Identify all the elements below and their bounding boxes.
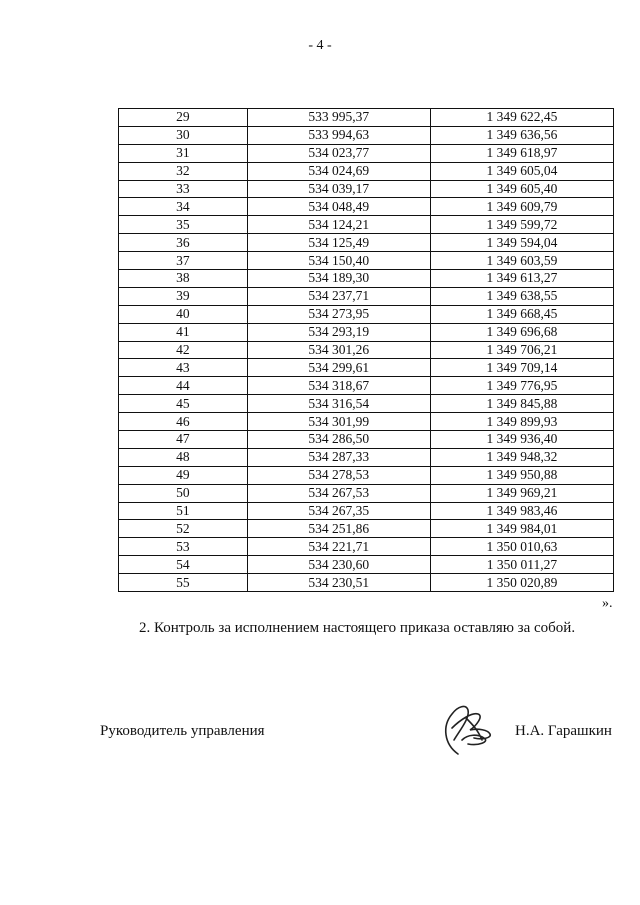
x-coordinate-cell: 534 293,19	[247, 323, 430, 341]
y-coordinate-cell: 1 349 706,21	[430, 341, 613, 359]
x-coordinate-cell: 534 124,21	[247, 216, 430, 234]
y-coordinate-cell: 1 349 668,45	[430, 305, 613, 323]
table-row	[119, 323, 614, 341]
coordinates-table	[118, 108, 614, 592]
table-row	[119, 234, 614, 252]
point-number-cell: 52	[119, 520, 248, 538]
x-coordinate-cell: 534 267,53	[247, 484, 430, 502]
y-coordinate-cell: 1 349 696,68	[430, 323, 613, 341]
x-coordinate-cell: 534 023,77	[247, 144, 430, 162]
point-number-cell: 43	[119, 359, 248, 377]
x-coordinate-cell: 534 287,33	[247, 448, 430, 466]
y-coordinate-cell: 1 349 636,56	[430, 126, 613, 144]
table-row	[119, 431, 614, 449]
x-coordinate-cell: 534 316,54	[247, 395, 430, 413]
table-row	[119, 216, 614, 234]
table-row	[119, 448, 614, 466]
x-coordinate-cell: 534 230,60	[247, 556, 430, 574]
x-coordinate-cell: 534 286,50	[247, 431, 430, 449]
table-row	[119, 395, 614, 413]
point-number-cell: 34	[119, 198, 248, 216]
y-coordinate-cell: 1 349 605,40	[430, 180, 613, 198]
x-coordinate-cell: 534 237,71	[247, 287, 430, 305]
table-row	[119, 538, 614, 556]
x-coordinate-cell: 534 301,26	[247, 341, 430, 359]
x-coordinate-cell: 534 039,17	[247, 180, 430, 198]
closing-quote: ».	[602, 596, 613, 611]
y-coordinate-cell: 1 349 609,79	[430, 198, 613, 216]
point-number-cell: 55	[119, 574, 248, 592]
point-number-cell: 45	[119, 395, 248, 413]
x-coordinate-cell: 534 150,40	[247, 252, 430, 270]
table-row	[119, 252, 614, 270]
table-row	[119, 287, 614, 305]
y-coordinate-cell: 1 349 950,88	[430, 466, 613, 484]
table-row	[119, 359, 614, 377]
point-number-cell: 49	[119, 466, 248, 484]
table-row	[119, 109, 614, 127]
y-coordinate-cell: 1 349 936,40	[430, 431, 613, 449]
signer-name: Н.А. Гарашкин	[515, 723, 612, 739]
table-row	[119, 162, 614, 180]
point-number-cell: 53	[119, 538, 248, 556]
table-row	[119, 305, 614, 323]
y-coordinate-cell: 1 349 776,95	[430, 377, 613, 395]
table-row	[119, 556, 614, 574]
point-number-cell: 48	[119, 448, 248, 466]
y-coordinate-cell: 1 349 613,27	[430, 270, 613, 288]
point-number-cell: 35	[119, 216, 248, 234]
table-row	[119, 144, 614, 162]
point-number-cell: 46	[119, 413, 248, 431]
x-coordinate-cell: 534 221,71	[247, 538, 430, 556]
y-coordinate-cell: 1 349 605,04	[430, 162, 613, 180]
x-coordinate-cell: 534 125,49	[247, 234, 430, 252]
y-coordinate-cell: 1 349 599,72	[430, 216, 613, 234]
x-coordinate-cell: 534 251,86	[247, 520, 430, 538]
x-coordinate-cell: 534 024,69	[247, 162, 430, 180]
clause-text: 2. Контроль за исполнением настоящего приказа оставляю за собой.	[139, 620, 576, 636]
point-number-cell: 33	[119, 180, 248, 198]
y-coordinate-cell: 1 350 011,27	[430, 556, 613, 574]
x-coordinate-cell: 534 278,53	[247, 466, 430, 484]
table-row	[119, 484, 614, 502]
point-number-cell: 39	[119, 287, 248, 305]
table-row	[119, 180, 614, 198]
y-coordinate-cell: 1 350 010,63	[430, 538, 613, 556]
x-coordinate-cell: 533 994,63	[247, 126, 430, 144]
point-number-cell: 41	[119, 323, 248, 341]
table-row	[119, 520, 614, 538]
y-coordinate-cell: 1 349 899,93	[430, 413, 613, 431]
y-coordinate-cell: 1 349 603,59	[430, 252, 613, 270]
table-row	[119, 574, 614, 592]
point-number-cell: 51	[119, 502, 248, 520]
table-row	[119, 413, 614, 431]
x-coordinate-cell: 534 189,30	[247, 270, 430, 288]
point-number-cell: 44	[119, 377, 248, 395]
y-coordinate-cell: 1 349 845,88	[430, 395, 613, 413]
x-coordinate-cell: 534 048,49	[247, 198, 430, 216]
signature-image	[438, 700, 498, 758]
table-row	[119, 466, 614, 484]
point-number-cell: 40	[119, 305, 248, 323]
table-row	[119, 502, 614, 520]
y-coordinate-cell: 1 349 948,32	[430, 448, 613, 466]
y-coordinate-cell: 1 349 969,21	[430, 484, 613, 502]
x-coordinate-cell: 533 995,37	[247, 109, 430, 127]
point-number-cell: 31	[119, 144, 248, 162]
coordinates-table-body	[119, 109, 614, 592]
table-row	[119, 126, 614, 144]
point-number-cell: 47	[119, 431, 248, 449]
point-number-cell: 30	[119, 126, 248, 144]
table-row	[119, 198, 614, 216]
x-coordinate-cell: 534 267,35	[247, 502, 430, 520]
x-coordinate-cell: 534 299,61	[247, 359, 430, 377]
table-row	[119, 270, 614, 288]
x-coordinate-cell: 534 318,67	[247, 377, 430, 395]
x-coordinate-cell: 534 230,51	[247, 574, 430, 592]
y-coordinate-cell: 1 350 020,89	[430, 574, 613, 592]
point-number-cell: 36	[119, 234, 248, 252]
table-row	[119, 377, 614, 395]
table-row	[119, 341, 614, 359]
y-coordinate-cell: 1 349 622,45	[430, 109, 613, 127]
y-coordinate-cell: 1 349 638,55	[430, 287, 613, 305]
x-coordinate-cell: 534 301,99	[247, 413, 430, 431]
y-coordinate-cell: 1 349 618,97	[430, 144, 613, 162]
y-coordinate-cell: 1 349 594,04	[430, 234, 613, 252]
point-number-cell: 42	[119, 341, 248, 359]
point-number-cell: 50	[119, 484, 248, 502]
point-number-cell: 38	[119, 270, 248, 288]
point-number-cell: 29	[119, 109, 248, 127]
point-number-cell: 32	[119, 162, 248, 180]
y-coordinate-cell: 1 349 709,14	[430, 359, 613, 377]
x-coordinate-cell: 534 273,95	[247, 305, 430, 323]
point-number-cell: 54	[119, 556, 248, 574]
y-coordinate-cell: 1 349 984,01	[430, 520, 613, 538]
signer-title: Руководитель управления	[100, 723, 265, 739]
y-coordinate-cell: 1 349 983,46	[430, 502, 613, 520]
page-number: - 4 -	[308, 38, 332, 53]
point-number-cell: 37	[119, 252, 248, 270]
